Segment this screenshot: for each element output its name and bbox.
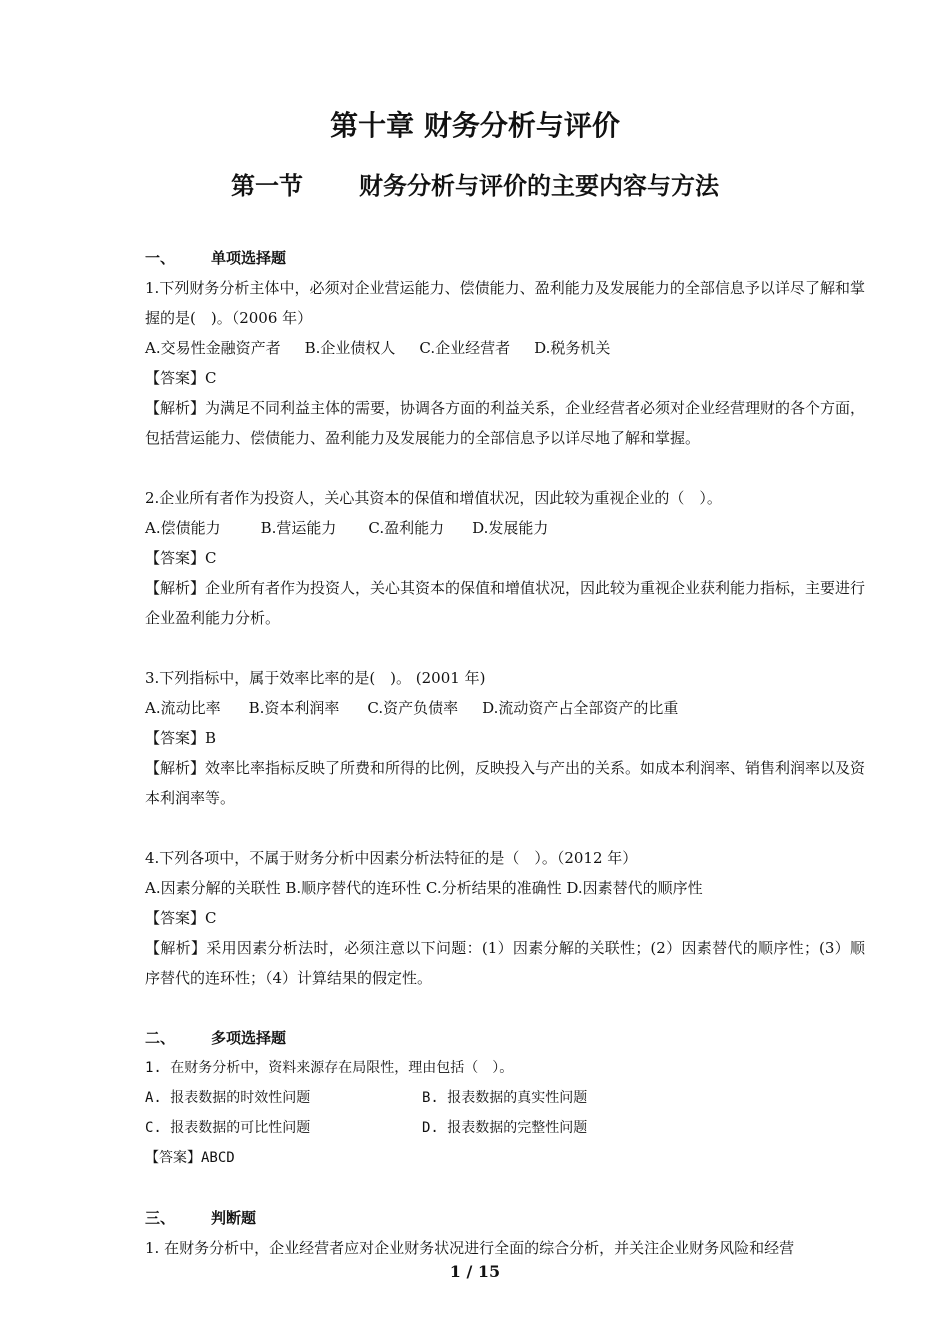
analysis: 【解析】为满足不同利益主体的需要，协调各方面的利益关系，企业经营者必须对企业经营理财的各个方面，包括营运能力、偿债能力、盈利能力及发展能力的全部信息予以详尽地了解和掌握。 bbox=[145, 399, 866, 447]
option: B.企业债权人 bbox=[304, 339, 396, 357]
question-stem: 1. 在财务分析中，企业经营者应对企业财务状况进行全面的综合分析，并关注企业财务风险和经营 bbox=[145, 1239, 795, 1257]
question-stem: 1.下列财务分析主体中，必须对企业营运能力、偿债能力、盈利能力及发展能力的全部信息予以详尽了解和掌握的是( )。（2006 年） bbox=[145, 279, 865, 327]
question-stem: 1. 在财务分析中，资料来源存在局限性，理由包括（ ）。 bbox=[145, 1060, 514, 1076]
analysis: 【解析】效率比率指标反映了所费和所得的比例，反映投入与产出的关系。如成本利润率、销售利润率以及资本利润率等。 bbox=[145, 759, 866, 807]
answer: 【答案】ABCD bbox=[145, 1150, 235, 1166]
answer: 【答案】B bbox=[145, 729, 217, 747]
document-body bbox=[145, 243, 865, 1263]
option: C.盈利能力 bbox=[368, 519, 445, 537]
answer: 【答案】C bbox=[145, 549, 217, 567]
option: A.偿债能力 bbox=[145, 519, 221, 537]
question-options bbox=[145, 693, 865, 723]
section-number: 第一节 bbox=[231, 171, 303, 200]
analysis: 【解析】企业所有者作为投资人，关心其资本的保值和增值状况，因此较为重视企业获利能力指标，主要进行企业盈利能力分析。 bbox=[145, 579, 866, 627]
question-options bbox=[145, 1113, 865, 1143]
question-stem: 4.下列各项中，不属于财务分析中因素分析法特征的是（ ）。（2012 年） bbox=[145, 849, 638, 867]
question-stem: 3.下列指标中，属于效率比率的是( )。 (2001 年) bbox=[145, 669, 486, 687]
option: C.企业经营者 bbox=[419, 339, 511, 357]
option: C. 报表数据的可比性问题 bbox=[145, 1120, 311, 1136]
analysis: 【解析】采用因素分析法时，必须注意以下问题：(1）因素分解的关联性；(2）因素替代的顺序性；(3）顺序替代的连环性；（4）计算结果的假定性。 bbox=[145, 939, 865, 987]
section-heading-single-choice: 一、 单项选择题 bbox=[145, 249, 287, 267]
option: C.资产负债率 bbox=[367, 699, 459, 717]
section-name: 财务分析与评价的主要内容与方法 bbox=[359, 171, 719, 200]
option: B. 报表数据的真实性问题 bbox=[422, 1090, 588, 1106]
option: A. 报表数据的时效性问题 bbox=[145, 1090, 311, 1106]
question-options bbox=[145, 333, 865, 363]
chapter-title: 第十章 财务分析与评价 bbox=[330, 109, 620, 142]
option: D.发展能力 bbox=[472, 519, 549, 537]
section-heading-true-false: 三、 判断题 bbox=[145, 1209, 257, 1227]
answer: 【答案】C bbox=[145, 369, 217, 387]
option: D.税务机关 bbox=[534, 339, 611, 357]
option: D. 报表数据的完整性问题 bbox=[422, 1120, 588, 1136]
option: B.营运能力 bbox=[260, 519, 337, 537]
option: D.流动资产占全部资产的比重 bbox=[482, 699, 679, 717]
section-title bbox=[0, 166, 950, 201]
section-heading-multiple-choice: 二、 多项选择题 bbox=[145, 1029, 287, 1047]
question-options bbox=[145, 1083, 865, 1113]
option: A.流动比率 bbox=[145, 699, 221, 717]
question-options bbox=[145, 513, 865, 543]
page-number: 1 / 15 bbox=[449, 1262, 501, 1281]
question-options: A.因素分解的关联性 B.顺序替代的连环性 C.分析结果的准确性 D.因素替代的顺序性 bbox=[145, 879, 703, 897]
option: B.资本利润率 bbox=[248, 699, 340, 717]
answer: 【答案】C bbox=[145, 909, 217, 927]
option: A.交易性金融资产者 bbox=[145, 339, 281, 357]
question-stem: 2.企业所有者作为投资人，关心其资本的保值和增值状况，因此较为重视企业的（ ）。 bbox=[145, 489, 722, 507]
